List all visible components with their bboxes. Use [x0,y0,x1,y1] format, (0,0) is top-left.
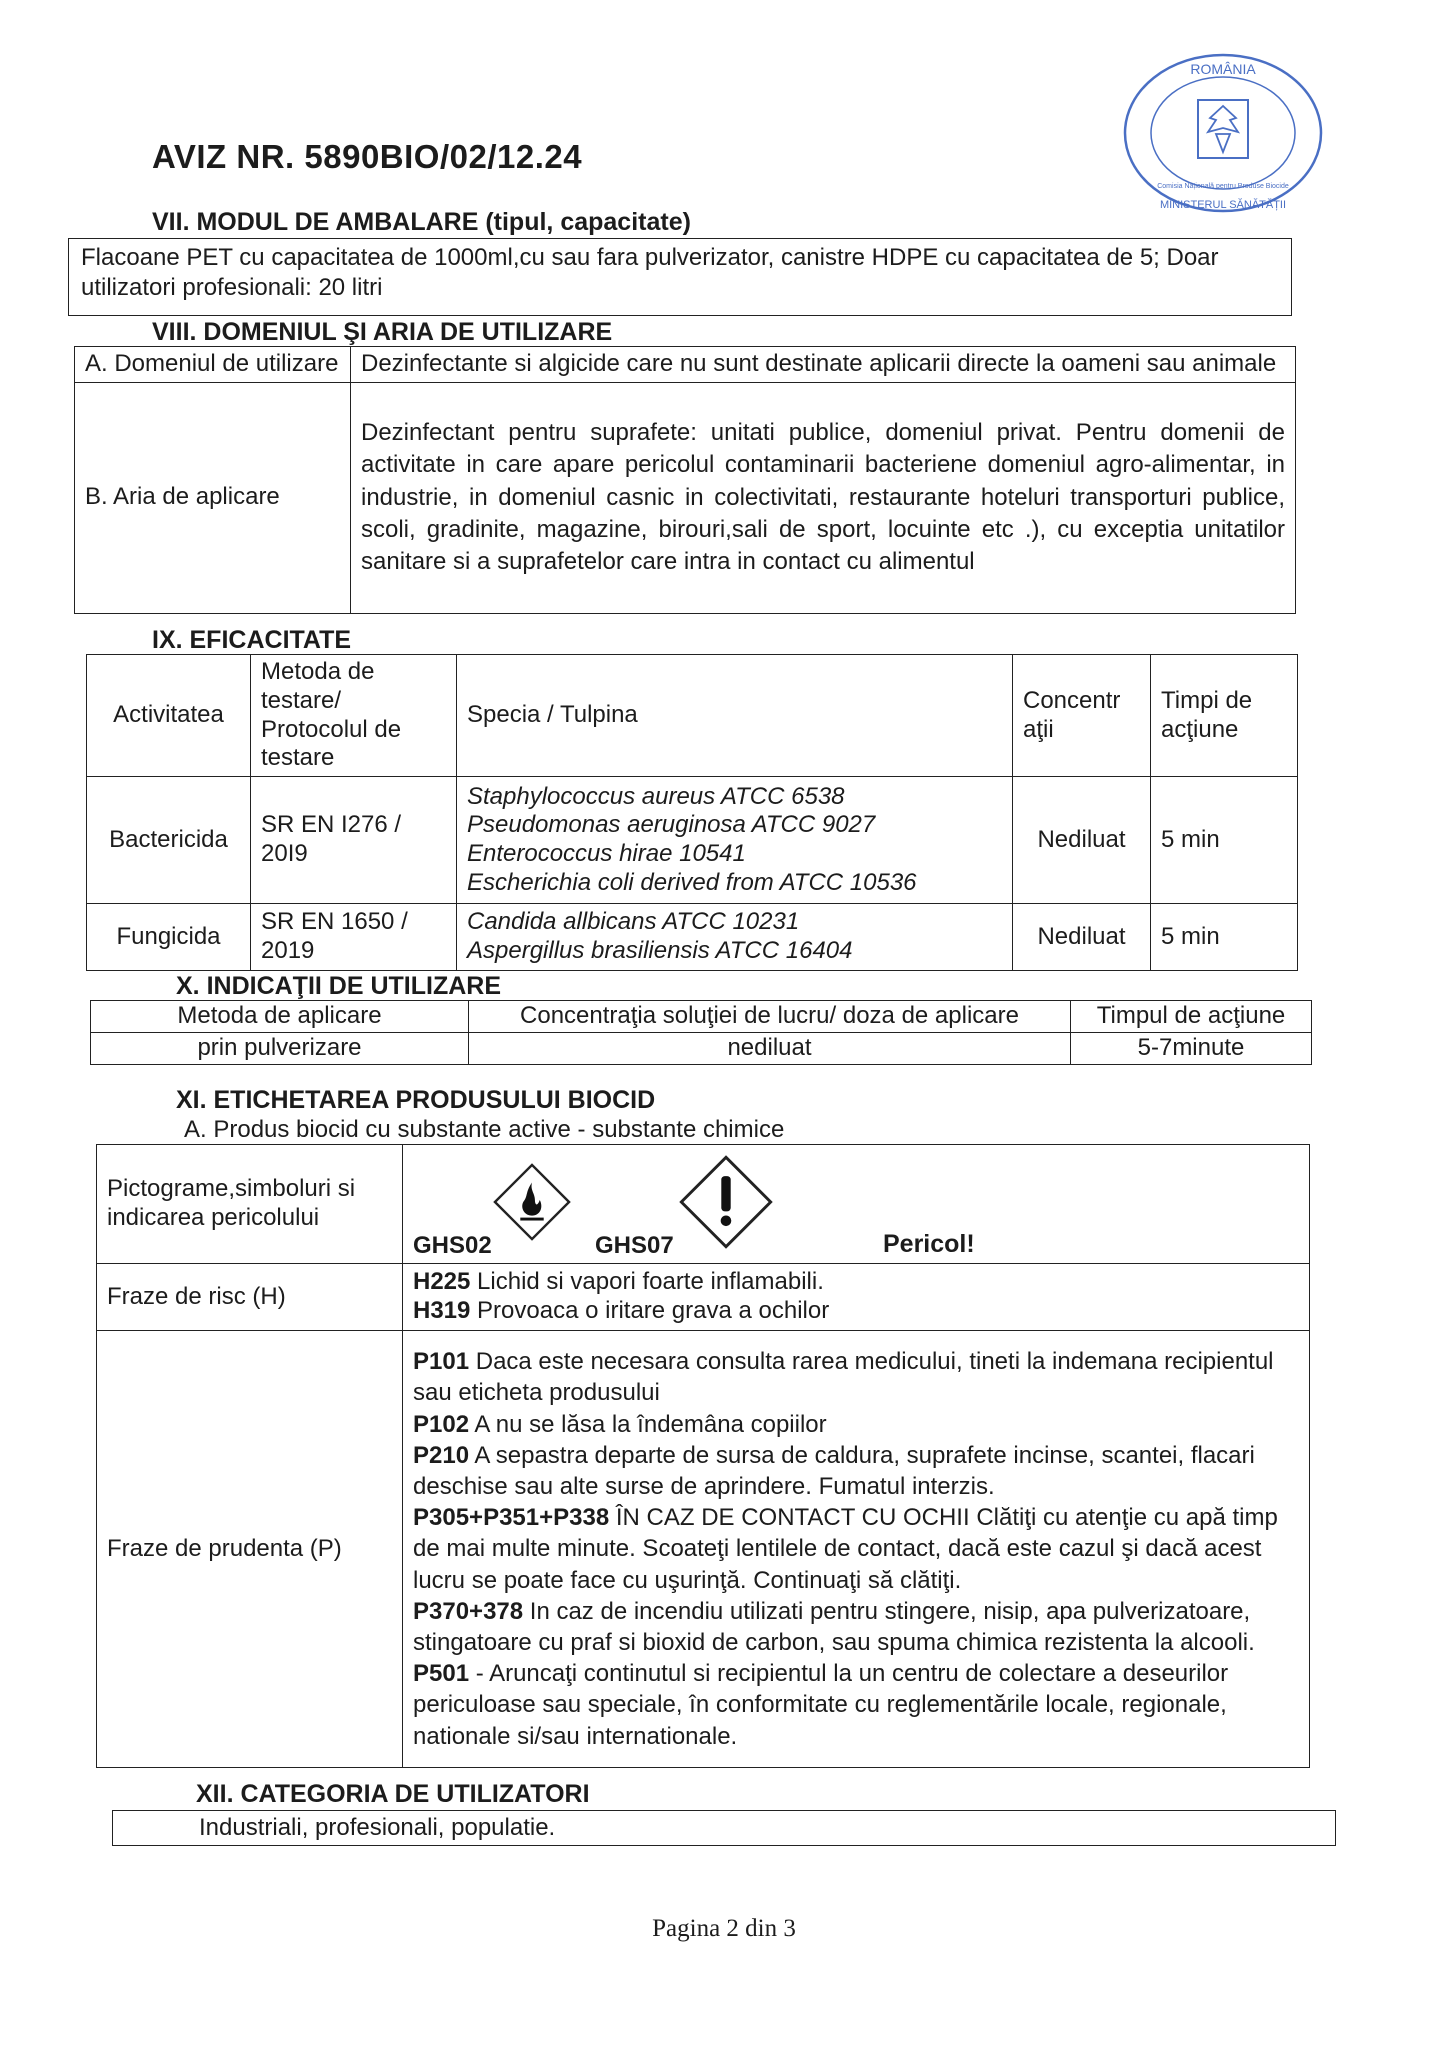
header-method: Metoda de testare/ Protocolul de testare [251,655,457,777]
header-species: Specia / Tulpina [457,655,1013,777]
time-cell: 5 min [1151,904,1298,971]
prudence-phrase: P210 A sepastra departe de sursa de caldura, suprafete incinse, scantei, flacari deschise sau alte surse de aprindere. Fumatul interzis. [413,1441,1255,1501]
ghs07-label: GHS07 [595,1232,674,1260]
prudence-phrases-cell [403,1331,1310,1768]
header-concentration: Concentr aţii [1013,655,1151,777]
domain-value: Dezinfectante si algicide care nu sunt destinate aplicarii directe la oameni sau animale [351,347,1296,383]
section-9-heading: IX. EFICACITATE [152,626,352,654]
prudence-phrase: P102 A nu se lăsa la îndemâna copiilor [413,1410,827,1438]
concentration-cell: Nediluat [1013,777,1151,904]
usage-instructions-table [90,1000,1312,1065]
pictogram-label: Pictograme,simboluri si indicarea pericolului [97,1145,403,1264]
activity-cell: Fungicida [87,904,251,971]
species-cell [457,904,1013,971]
exclamation-icon [679,1155,773,1249]
section-10-heading: X. INDICAŢII DE UTILIZARE [176,972,501,1000]
section-7-packaging [68,238,1292,316]
usage-domain-table [74,346,1296,614]
section-7-heading: VII. MODUL DE AMBALARE (tipul, capacitate) [152,208,691,236]
user-categories-text: Industriali, profesionali, populatie. [199,1814,556,1841]
page-number: Pagina 2 din 3 [652,1915,796,1942]
application-area-label: B. Aria de aplicare [75,382,351,613]
packaging-text: Flacoane PET cu capacitatea de 1000ml,cu sau fara pulverizator, canistre HDPE cu capacitatea de 5; Doar utilizatori profesionali: 20 litri [81,244,1219,301]
prudence-phrase: P501 - Aruncaţi continutul si recipientul la un centru de colectare a deseurilor periculoase sau speciale, în conformitate cu reglementările locale, regionale, nationale si/sau internationale. [413,1660,1229,1750]
table-header-row [87,655,1298,777]
table-row [87,904,1298,971]
pictogram-cell [403,1145,1310,1264]
table-header-row [91,1001,1312,1033]
species-item: Enterococcus hirae 10541 [467,840,746,868]
species-cell [457,777,1013,904]
concentration-cell: Nediluat [1013,904,1151,971]
header-activity: Activitatea [87,655,251,777]
svg-text:MINISTERUL SĂNĂTĂȚII: MINISTERUL SĂNĂTĂȚII [1159,199,1287,211]
document-title: AVIZ NR. 5890BIO/02/12.24 [152,138,583,175]
svg-text:Comisia Națională pentru Produ: Comisia Națională pentru Produse Biocide [1157,183,1289,190]
risk-phrase: H319 Provoaca o iritare grava a ochilor [413,1297,830,1324]
table-row [75,382,1296,613]
header-action-time: Timpul de acţiune [1071,1001,1312,1033]
efficacy-table [86,654,1298,971]
risk-phrases-label: Fraze de risc (H) [97,1264,403,1331]
ministry-stamp [1118,48,1328,218]
signal-word: Pericol! [883,1230,975,1258]
ghs-pictogram-row [413,1163,1299,1263]
action-time-cell: 5-7minute [1071,1032,1312,1064]
table-row [97,1331,1310,1768]
table-row [87,777,1298,904]
species-item: Candida allbicans ATCC 10231 [467,908,800,936]
svg-text:ROMÂNIA: ROMÂNIA [1190,61,1256,77]
working-concentration-cell: nediluat [469,1032,1071,1064]
species-item: Pseudomonas aeruginosa ATCC 9027 [467,811,876,839]
prudence-phrase: P305+P351+P338 ÎN CAZ DE CONTACT CU OCHII Clătiţi cu atenţie cu apă timp de mai multe minute. Scoateţi lentilele de contact, dacă este cazul şi dacă acest lucru se poate face cu uşurinţă. Continuaţi să clătiţi. [413,1504,1278,1594]
table-row [97,1145,1310,1264]
application-method-cell: prin pulverizare [91,1032,469,1064]
prudence-phrases-label: Fraze de prudenta (P) [97,1331,403,1768]
flame-icon [493,1163,571,1241]
species-item: Staphylococcus aureus ATCC 6538 [467,782,845,810]
section-8-heading: VIII. DOMENIUL ŞI ARIA DE UTILIZARE [152,318,613,346]
risk-phrase: H225 Lichid si vapori foarte inflamabili. [413,1268,824,1296]
prudence-phrase: P101 Daca este necesara consulta rarea medicului, tineti la indemana recipientul sau eticheta produsului [413,1348,1274,1407]
domain-label: A. Domeniul de utilizare [75,347,351,383]
section-12-heading: XII. CATEGORIA DE UTILIZATORI [196,1780,590,1808]
activity-cell: Bactericida [87,777,251,904]
species-item: Aspergillus brasiliensis ATCC 16404 [467,937,853,965]
section-11-subheading: A. Produs biocid cu substante active - substante chimice [184,1116,785,1143]
header-time: Timpi de acţiune [1151,655,1298,777]
labeling-table [96,1144,1310,1768]
method-cell: SR EN I276 / 20I9 [251,777,457,904]
risk-phrases-cell [403,1264,1310,1331]
prudence-phrase: P370+378 In caz de incendiu utilizati pentru stingere, nisip, apa pulverizatoare, stingatoare cu praf si bioxid de carbon, sau spuma chimica rezistenta la alcooli. [413,1597,1255,1656]
section-12-users [112,1810,1336,1846]
species-item: Escherichia coli derived from ATCC 10536 [467,868,917,896]
table-row [75,347,1296,383]
application-area-value: Dezinfectant pentru suprafete: unitati publice, domeniul privat. Pentru domenii de activitate in care apare pericolul contaminarii bacteriene domeniul agro-alimentar, in industrie, in domeniul casnic in colectivitati, restaurante hoteluri transporturi publice, scoli, gradinite, magazine, birouri,sali de sport, locuinte etc .), cu exceptia unitatilor sanitare si a suprafetelor care intra in contact cu alimentul [351,382,1296,613]
header-working-concentration: Concentraţia soluţiei de lucru/ doza de aplicare [469,1001,1071,1033]
method-cell: SR EN 1650 / 2019 [251,904,457,971]
table-row [97,1264,1310,1331]
time-cell: 5 min [1151,777,1298,904]
ghs02-label: GHS02 [413,1232,492,1260]
table-row [91,1032,1312,1064]
section-11-heading: XI. ETICHETAREA PRODUSULUI BIOCID [176,1086,656,1114]
header-application-method: Metoda de aplicare [91,1001,469,1033]
